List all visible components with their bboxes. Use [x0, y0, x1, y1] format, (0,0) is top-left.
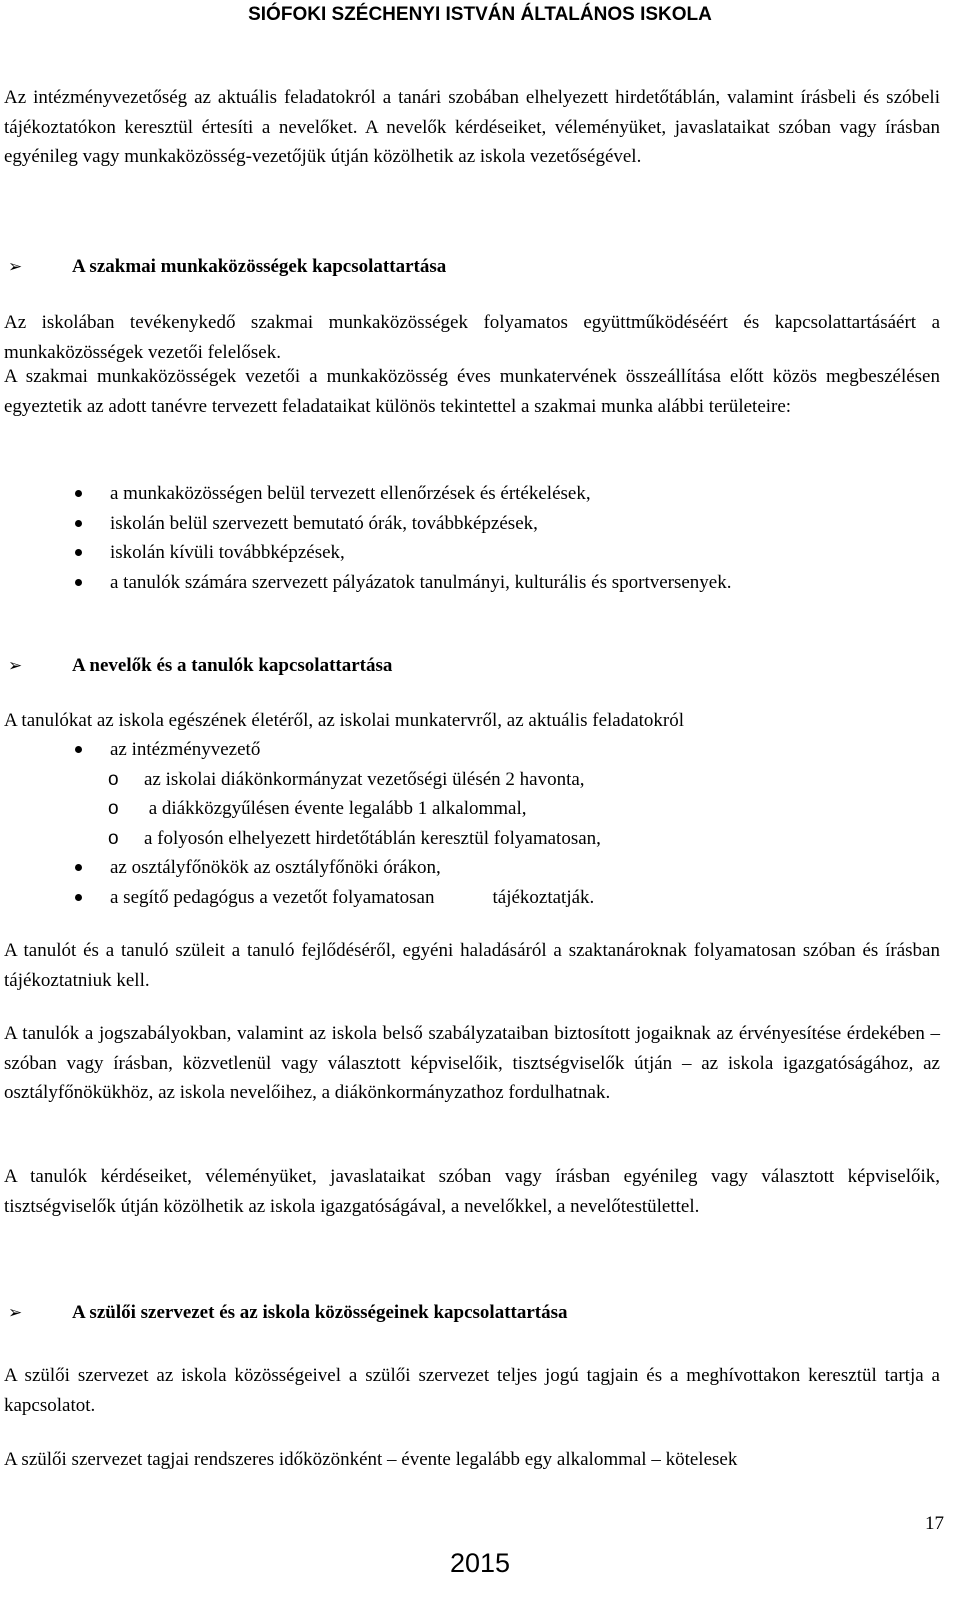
sub-list-item: [70, 794, 950, 824]
sub-list-item-text: az iskolai diákönkormányzat vezetőségi ülésén 2 havonta,: [144, 768, 585, 790]
section-heading-teachers-students: [8, 652, 392, 680]
school-header-title: SIÓFOKI SZÉCHENYI ISTVÁN ÁLTALÁNOS ISKOLA: [248, 4, 712, 25]
circle-bullet-icon: o: [108, 768, 119, 790]
list-item: [70, 883, 950, 913]
sub-list-item: [70, 765, 950, 795]
section1-paragraph-1: Az iskolában tevékenykedő szakmai munkaközösségek folyamatos együttműködéséért és kapcsolattartásáért a munkaközösségek vezetői felelősek.: [4, 312, 940, 363]
list-item-text-end: tájékoztatják.: [492, 886, 595, 908]
section3-paragraph-1: A szülői szervezet az iskola közösségeivel a szülői szervezet teljes jogú tagjain és a meghívottakon keresztül tartja a kapcsolatot.: [4, 1365, 940, 1416]
section2-paragraph-1: A tanulót és a tanuló szüleit a tanuló fejlődéséről, egyéni haladásáról a szaktanároknak folyamatosan szóban és írásban tájékoztatniuk kell.: [4, 940, 940, 991]
section-heading-professional-communities: [8, 253, 446, 281]
section-heading-text: A szülői szervezet és az iskola közösségeinek kapcsolattartása: [72, 1302, 568, 1323]
arrow-bullet-icon: ➢: [8, 1303, 23, 1323]
sub-list-item: [70, 824, 950, 854]
list-item: a munkaközösségen belül tervezett ellenőrzések és értékelések,: [70, 479, 950, 509]
section-heading-text: A szakmai munkaközösségek kapcsolattartása: [72, 256, 447, 277]
circle-bullet-icon: o: [108, 827, 119, 849]
list-item: a tanulók számára szervezett pályázatok tanulmányi, kulturális és sportversenyek.: [70, 568, 950, 598]
section-heading-parents-organization: [8, 1299, 568, 1327]
sub-list-item-text: a diákközgyűlésen évente legalább 1 alkalommal,: [144, 798, 527, 819]
section2-paragraph-3: A tanulók kérdéseiket, véleményüket, javaslataikat szóban vagy írásban egyénileg vagy választott képviselőik, tisztségviselők útján közölhetik az iskola igazgatóságával, a nevelőkkel, a nevelőtestülettel.: [4, 1166, 940, 1217]
arrow-bullet-icon: ➢: [8, 656, 23, 676]
section2-bullet-list: [70, 735, 950, 912]
arrow-bullet-icon: ➢: [8, 257, 23, 277]
section1-paragraph-2: A szakmai munkaközösségek vezetői a munkaközösség éves munkatervének összeállítása előtt közös megbeszélésen egyeztetik az adott tanévre tervezett feladataikat különös tekintettel a szakmai munka alábbi területeire:: [4, 366, 940, 417]
list-item-text: a segítő pedagógus a vezetőt folyamatosan: [110, 886, 435, 908]
intro-paragraph: Az intézményvezetőség az aktuális feladatokról a tanári szobában elhelyezett hirdetőtáblán, valamint írásbeli és szóbeli tájékoztatókon keresztül értesíti a nevelőket. A nevelők kérdéseiket, véleményüket, javaslataikat szóban vagy írásban egyénileg vagy munkaközösség-vezetőjük útján közölhetik az iskola vezetőségével.: [4, 87, 940, 167]
section3-paragraph-2: A szülői szervezet tagjai rendszeres időközönként – évente legalább egy alkalommal – kötelesek: [4, 1449, 738, 1470]
list-item: az intézményvezető: [70, 735, 950, 765]
circle-bullet-icon: o: [108, 798, 119, 819]
list-item: az osztályfőnökök az osztályfőnöki órákon,: [70, 853, 950, 883]
section-heading-text: A nevelők és a tanulók kapcsolattartása: [72, 655, 393, 676]
list-item: iskolán belül szervezett bemutató órák, továbbképzések,: [70, 509, 950, 539]
sub-list-item-text: a folyosón elhelyezett hirdetőtáblán keresztül folyamatosan,: [144, 827, 601, 849]
section1-bullet-list: [70, 479, 950, 597]
page-number: 17: [925, 1513, 944, 1534]
section2-lead-text: A tanulókat az iskola egészének életéről, az iskolai munkatervről, az aktuális feladatokról: [4, 710, 685, 731]
section2-paragraph-2: A tanulók a jogszabályokban, valamint az iskola belső szabályzataiban biztosított jogaiknak az érvényesítése érdekében – szóban vagy írásban, közvetlenül vagy választott képviselőik, tisztségviselők útján – az iskola igazgatóságához, az osztályfőnökükhöz, az iskola nevelőihez, a diákönkormányzathoz fordulhatnak.: [4, 1023, 940, 1103]
footer-year: 2015: [449, 1548, 511, 1578]
list-item: iskolán kívüli továbbképzések,: [70, 538, 950, 568]
